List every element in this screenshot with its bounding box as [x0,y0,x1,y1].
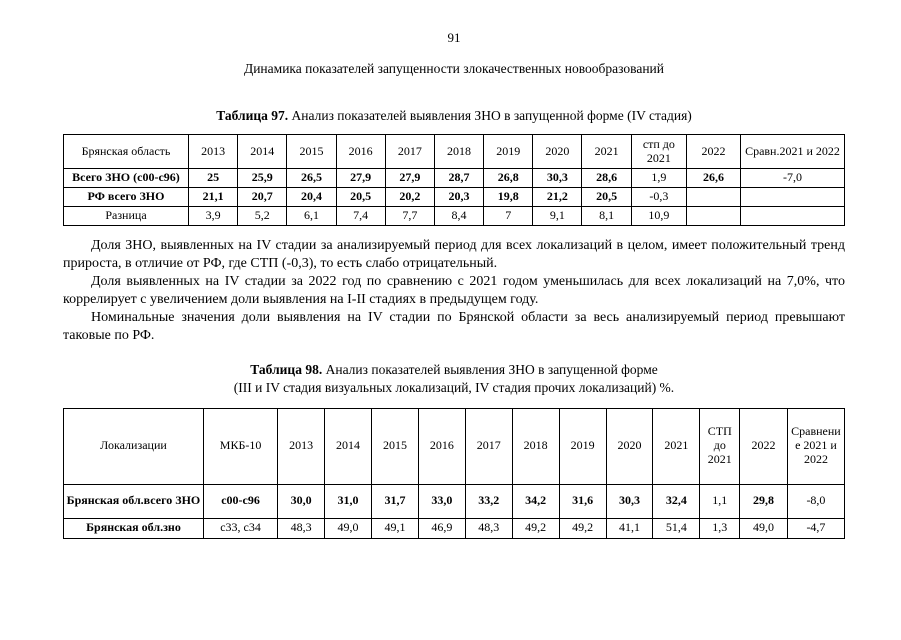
column-header: 2018 [434,135,483,169]
value-cell: 41,1 [606,518,653,538]
value-cell: 9,1 [533,207,582,226]
column-header: Брянская область [64,135,189,169]
value-cell: 20,5 [582,188,631,207]
column-header: 2016 [336,135,385,169]
value-cell: 3,9 [188,207,237,226]
value-cell: 6,1 [287,207,336,226]
value-cell: 26,6 [687,169,741,188]
column-header: СТП до 2021 [700,408,740,484]
value-cell: 1,9 [631,169,686,188]
value-cell [687,188,741,207]
value-cell: 34,2 [512,484,559,518]
value-cell: 51,4 [653,518,700,538]
table98-localization-rates [63,408,845,539]
value-cell: с00-с96 [203,484,277,518]
value-cell: 20,5 [336,188,385,207]
column-header: 2015 [287,135,336,169]
value-cell: -7,0 [740,169,844,188]
column-header: 2020 [606,408,653,484]
value-cell: 49,1 [372,518,419,538]
header-row [64,135,845,169]
value-cell: 1,1 [700,484,740,518]
value-cell: 31,0 [325,484,372,518]
value-cell: 25,9 [238,169,287,188]
table97-caption-text: Анализ показателей выявления ЗНО в запущенной форме (IV стадия) [288,108,692,123]
value-cell: 28,7 [434,169,483,188]
paragraph-nominal-values: Номинальные значения доли выявления на IV стадии по Брянской области за весь анализируемый период превышают таковые по РФ. [63,309,845,343]
value-cell: 33,2 [465,484,512,518]
value-cell [687,207,741,226]
value-cell: 30,0 [278,484,325,518]
value-cell: 20,7 [238,188,287,207]
column-header: 2015 [372,408,419,484]
table98-caption-text: Анализ показателей выявления ЗНО в запущенной форме [322,362,658,378]
table98-caption-line2: (III и IV стадия визуальных локализаций, IV стадия прочих локализаций) %. [233,379,675,395]
value-cell: 31,7 [372,484,419,518]
column-header: 2019 [559,408,606,484]
row-label: Брянская обл.зно [64,518,204,538]
table97-caption-label: Таблица 97. [216,108,289,123]
value-cell: 27,9 [336,169,385,188]
table-row [64,484,845,518]
value-cell: 49,0 [325,518,372,538]
row-label: Брянская обл.всего ЗНО [64,484,204,518]
row-label: Всего ЗНО (с00-с96) [64,169,189,188]
value-cell: 7 [484,207,533,226]
column-header: 2014 [238,135,287,169]
value-cell: 30,3 [533,169,582,188]
paragraph-trend: Доля ЗНО, выявленных на IV стадии за анализируемый период для всех локализаций в целом, имеет положительный тренд прироста, в отличие от РФ, где СТП (-0,3), то есть слабо отрицательный. [63,238,845,271]
column-header: 2022 [687,135,741,169]
value-cell [740,207,844,226]
column-header: 2022 [740,408,788,484]
table97-caption [63,108,845,124]
table98-caption-label: Таблица 98. [250,362,323,378]
paragraph-2022-comparison: Доля выявленных на IV стадии за 2022 год по сравнению с 2021 годом уменьшилась для всех локализаций на 7,0%, что коррелирует с увеличением доли выявления на I-II стадиях в предыдущем году. [63,273,845,307]
row-label: РФ всего ЗНО [64,188,189,207]
column-header: 2016 [418,408,465,484]
column-header: 2021 [653,408,700,484]
value-cell: 26,5 [287,169,336,188]
value-cell: 49,2 [512,518,559,538]
analysis-text-block [63,237,845,344]
value-cell: 20,2 [385,188,434,207]
table-row [64,188,845,207]
value-cell: 31,6 [559,484,606,518]
column-header: 2019 [484,135,533,169]
table-row [64,207,845,226]
value-cell: 33,0 [418,484,465,518]
table98-caption [63,361,845,396]
value-cell: 5,2 [238,207,287,226]
value-cell: 1,3 [700,518,740,538]
column-header: 2013 [278,408,325,484]
column-header: 2018 [512,408,559,484]
value-cell: -8,0 [787,484,844,518]
value-cell: 46,9 [418,518,465,538]
column-header: 2017 [385,135,434,169]
value-cell: 28,6 [582,169,631,188]
table97-detection-rates [63,134,845,226]
value-cell: 25 [188,169,237,188]
value-cell: 21,2 [533,188,582,207]
value-cell: 7,4 [336,207,385,226]
document-title: Динамика показателей запущенности злокачественных новообразований [244,61,664,76]
value-cell: -4,7 [787,518,844,538]
column-header: Локализации [64,408,204,484]
value-cell: 20,3 [434,188,483,207]
value-cell: 26,8 [484,169,533,188]
header-row [64,408,845,484]
page-number: 91 [447,30,461,45]
value-cell: 48,3 [465,518,512,538]
value-cell: 19,8 [484,188,533,207]
column-header: 2013 [188,135,237,169]
column-header: 2014 [325,408,372,484]
value-cell: 7,7 [385,207,434,226]
table-row [64,518,845,538]
column-header: Сравн.2021 и 2022 [740,135,844,169]
value-cell: 20,4 [287,188,336,207]
value-cell [740,188,844,207]
column-header: 2021 [582,135,631,169]
value-cell: 48,3 [278,518,325,538]
value-cell: 21,1 [188,188,237,207]
value-cell: 27,9 [385,169,434,188]
column-header: 2017 [465,408,512,484]
value-cell: 8,1 [582,207,631,226]
value-cell: 29,8 [740,484,788,518]
value-cell: с33, с34 [203,518,277,538]
column-header: стп до 2021 [631,135,686,169]
column-header: МКБ-10 [203,408,277,484]
value-cell: 49,2 [559,518,606,538]
column-header: 2020 [533,135,582,169]
value-cell: 10,9 [631,207,686,226]
value-cell: 8,4 [434,207,483,226]
row-label: Разница [64,207,189,226]
table-row [64,169,845,188]
value-cell: 32,4 [653,484,700,518]
value-cell: 49,0 [740,518,788,538]
column-header: Сравнение 2021 и 2022 [787,408,844,484]
value-cell: 30,3 [606,484,653,518]
value-cell: -0,3 [631,188,686,207]
